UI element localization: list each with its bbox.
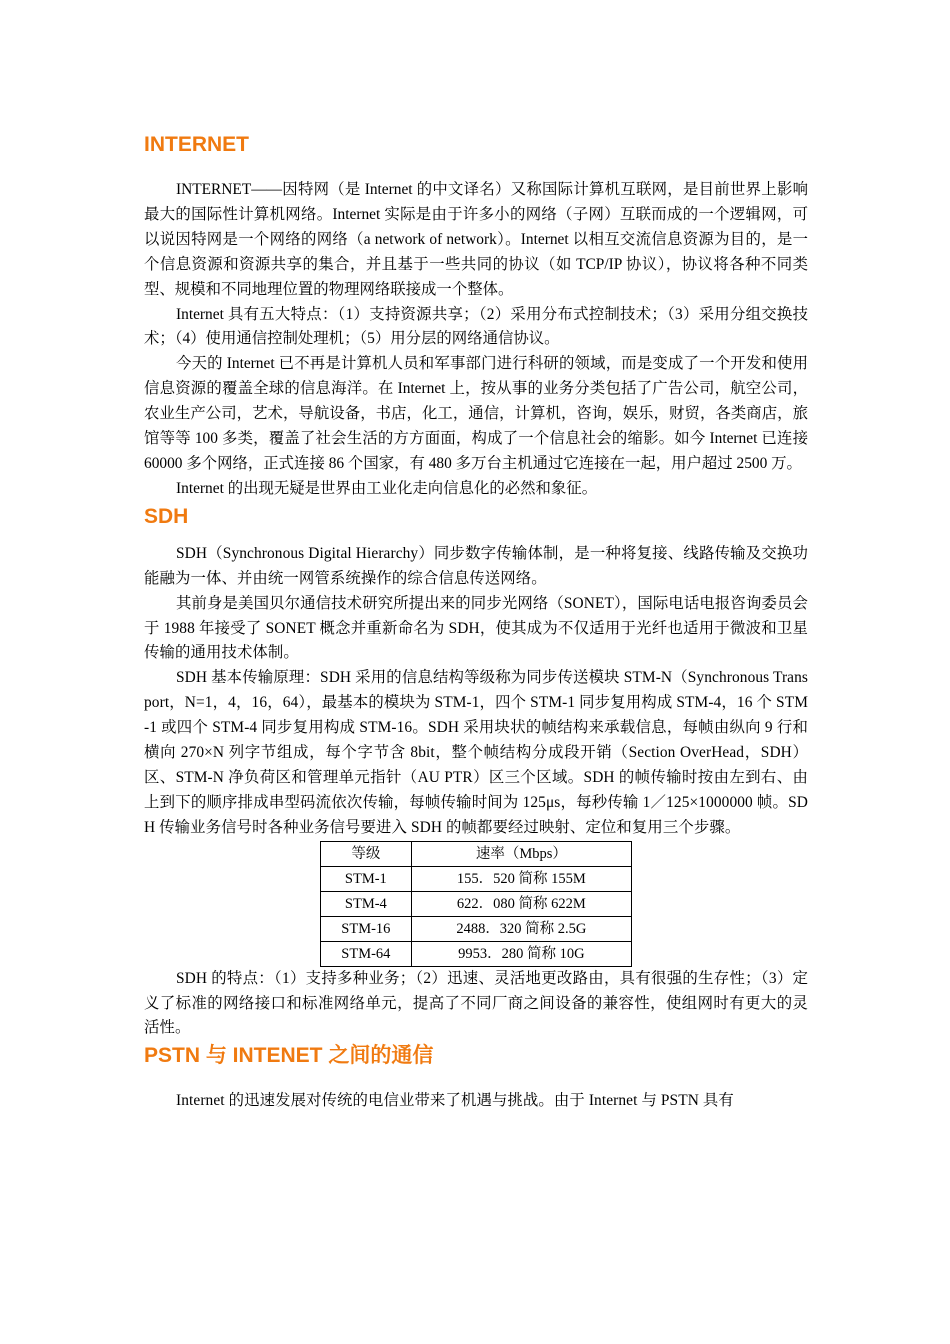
paragraph: Internet 具有五大特点：（1）支持资源共享；（2）采用分布式控制技术；（3）采用分组交换技术；（4）使用通信控制处理机；（5）用分层的网络通信协议。 xyxy=(144,305,808,348)
paragraph: 其前身是美国贝尔通信技术研究所提出来的同步光网络（SONET），国际电话电报咨询委员会于 1988 年接受了 SONET 概念并重新命名为 SDH，使其成为不仅适用于光纤也适用于微波和卫星传输的通用技术体制。 xyxy=(144,594,808,662)
table-header-cell: 等级 xyxy=(321,841,412,866)
table-cell: STM-1 xyxy=(321,866,412,891)
table-cell: 155．520 简称 155M xyxy=(411,866,631,891)
table-cell: 9953．280 简称 10G xyxy=(411,941,631,966)
paragraph: INTERNET——因特网（是 Internet 的中文译名）又称国际计算机互联网，是目前世界上影响最大的国际性计算机网络。Internet 实际是由于许多小的网络（子网）互联而成的一个逻辑网，可以说因特网是一个网络的网络（a network of network）。Internet 以相互交流信息资源为目的，是一个信息资源和资源共享的集合，并且基于一些共同的协议（如 TCP/IP 协议），协议将各种不同类型、规模和不同地理位置的物理网络联接成一个整体。 xyxy=(144,181,808,298)
stm-rate-table xyxy=(320,841,632,967)
table-row xyxy=(321,866,632,891)
paragraph: SDH 的特点：（1）支持多种业务；（2）迅速、灵活地更改路由，具有很强的生存性；（3）定义了标准的网络接口和标准网络单元，提高了不同厂商之间设备的兼容性，使组网时有更大的灵活性。 xyxy=(144,969,808,1037)
paragraph: Internet 的迅速发展对传统的电信业带来了机遇与挑战。由于 Internet 与 PSTN 具有 xyxy=(176,1092,734,1110)
table-cell: STM-64 xyxy=(321,941,412,966)
table-cell: STM-16 xyxy=(321,916,412,941)
section-heading-sdh: SDH xyxy=(144,504,189,528)
paragraph: Internet 的出现无疑是世界由工业化走向信息化的必然和象征。 xyxy=(176,479,598,497)
table-row xyxy=(321,941,632,966)
paragraph: SDH（Synchronous Digital Hierarchy）同步数字传输体制，是一种将复接、线路传输及交换功能融为一体、并由统一网管系统操作的综合信息传送网络。 xyxy=(144,544,808,587)
table-cell: 2488．320 简称 2.5G xyxy=(411,916,631,941)
document-page xyxy=(144,130,808,1114)
table-header-cell: 速率（Mbps） xyxy=(411,841,631,866)
table-cell: 622．080 简称 622M xyxy=(411,891,631,916)
table-header-row xyxy=(321,841,632,866)
table-cell: STM-4 xyxy=(321,891,412,916)
paragraph: 今天的 Internet 已不再是计算机人员和军事部门进行科研的领域，而是变成了一个开发和使用信息资源的覆盖全球的信息海洋。在 Internet 上，按从事的业务分类包括了广告公司，航空公司，农业生产公司，艺术，导航设备，书店，化工，通信，计算机，咨询，娱乐，财贸，各类商店，旅馆等等 100 多类，覆盖了社会生活的方方面面，构成了一个信息社会的缩影。如今 Internet 已连接 60000 多个网络，正式连接 86 个国家，有 480 多万台主机通过它连接在一起，用户超过 2500 万。 xyxy=(144,355,808,472)
section-heading-pstn: PSTN 与 INTENET 之间的通信 xyxy=(144,1044,434,1068)
section-heading-internet: INTERNET xyxy=(144,133,249,156)
table-row xyxy=(321,916,632,941)
table-row xyxy=(321,891,632,916)
paragraph: SDH 基本传输原理：SDH 采用的信息结构等级称为同步传送模块 STM-N（Synchronous Transport，N=1，4，16，64），最基本的模块为 STM-1，四个 STM-1 同步复用构成 STM-4，16 个 STM-1 或四个 STM-4 同步复用构成 STM-16。SDH 采用块状的帧结构来承载信息，每帧由纵向 9 行和横向 270×N 列字节组成，每个字节含 8bit，整个帧结构分成段开销（Section OverHead，SDH）区、STM-N 净负荷区和管理单元指针（AU PTR）区三个区域。SDH 的帧传输时按由左到右、由上到下的顺序排成串型码流依次传输，每帧传输时间为 125μs，每秒传输 1／125×1000000 帧。SDH 传输业务信号时各种业务信号要进入 SDH 的帧都要经过映射、定位和复用三个步骤。 xyxy=(144,669,808,836)
